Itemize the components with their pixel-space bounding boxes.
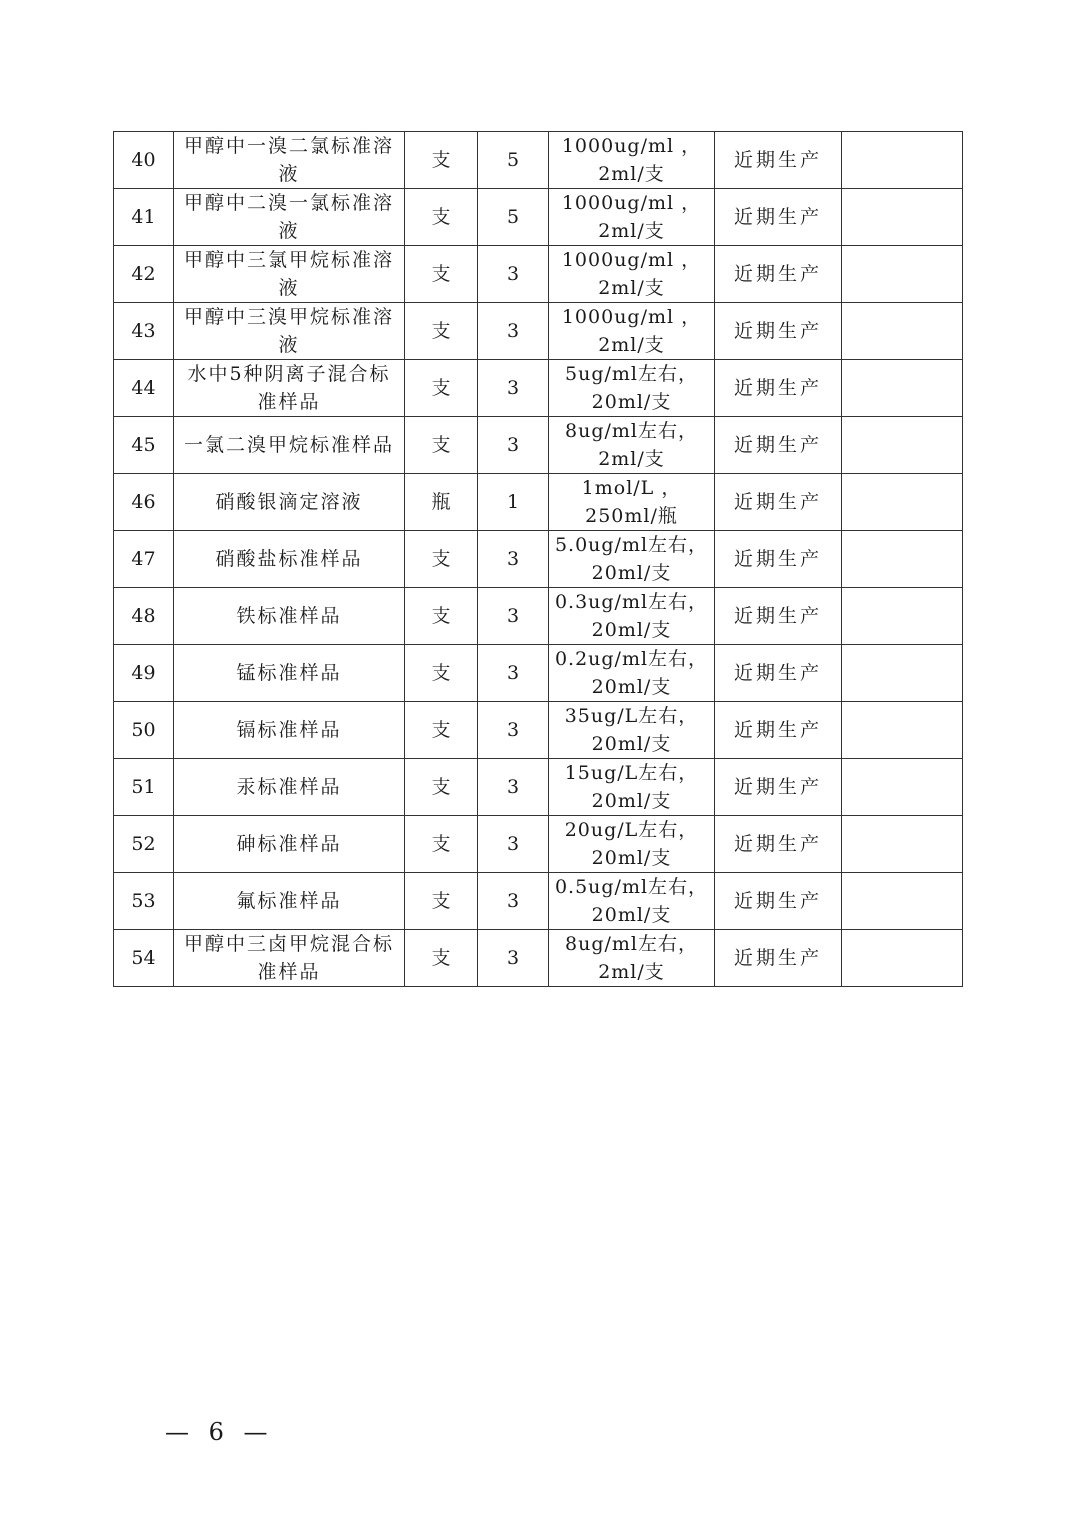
cell-specification: 15ug/L左右，20ml/支 xyxy=(549,759,715,816)
cell-name: 锰标准样品 xyxy=(174,645,405,702)
cell-status: 近期生产 xyxy=(715,417,842,474)
table-row xyxy=(114,645,963,702)
cell-specification: 0.3ug/ml左右，20ml/支 xyxy=(549,588,715,645)
cell-name: 水中5种阴离子混合标准样品 xyxy=(174,360,405,417)
cell-number: 47 xyxy=(114,531,174,588)
cell-name: 硝酸银滴定溶液 xyxy=(174,474,405,531)
cell-unit: 支 xyxy=(405,417,478,474)
cell-name: 一氯二溴甲烷标准样品 xyxy=(174,417,405,474)
cell-specification: 8ug/ml左右，2ml/支 xyxy=(549,930,715,987)
cell-note xyxy=(842,474,963,531)
cell-note xyxy=(842,759,963,816)
table-row xyxy=(114,588,963,645)
cell-quantity: 3 xyxy=(478,531,549,588)
cell-unit: 支 xyxy=(405,588,478,645)
cell-status: 近期生产 xyxy=(715,816,842,873)
cell-unit: 支 xyxy=(405,816,478,873)
cell-quantity: 3 xyxy=(478,930,549,987)
cell-unit: 支 xyxy=(405,702,478,759)
table-row xyxy=(114,360,963,417)
table-body xyxy=(114,132,963,987)
reagent-table xyxy=(113,131,963,987)
cell-number: 50 xyxy=(114,702,174,759)
table-row xyxy=(114,930,963,987)
cell-name: 汞标准样品 xyxy=(174,759,405,816)
cell-specification: 1000ug/ml ，2ml/支 xyxy=(549,189,715,246)
cell-status: 近期生产 xyxy=(715,132,842,189)
table-row xyxy=(114,702,963,759)
table-row xyxy=(114,873,963,930)
cell-number: 49 xyxy=(114,645,174,702)
cell-number: 46 xyxy=(114,474,174,531)
cell-number: 45 xyxy=(114,417,174,474)
cell-unit: 支 xyxy=(405,132,478,189)
cell-name: 镉标准样品 xyxy=(174,702,405,759)
cell-unit: 支 xyxy=(405,246,478,303)
cell-specification: 5ug/ml左右，20ml/支 xyxy=(549,360,715,417)
cell-unit: 支 xyxy=(405,303,478,360)
cell-specification: 1mol/L ，250ml/瓶 xyxy=(549,474,715,531)
cell-status: 近期生产 xyxy=(715,531,842,588)
cell-name: 甲醇中三氯甲烷标准溶液 xyxy=(174,246,405,303)
cell-status: 近期生产 xyxy=(715,360,842,417)
cell-status: 近期生产 xyxy=(715,246,842,303)
cell-status: 近期生产 xyxy=(715,189,842,246)
cell-name: 铁标准样品 xyxy=(174,588,405,645)
cell-status: 近期生产 xyxy=(715,702,842,759)
table-row xyxy=(114,189,963,246)
table-row xyxy=(114,759,963,816)
cell-quantity: 5 xyxy=(478,189,549,246)
cell-unit: 支 xyxy=(405,189,478,246)
cell-status: 近期生产 xyxy=(715,759,842,816)
table-row xyxy=(114,246,963,303)
cell-note xyxy=(842,132,963,189)
cell-note xyxy=(842,531,963,588)
cell-number: 53 xyxy=(114,873,174,930)
cell-quantity: 3 xyxy=(478,702,549,759)
cell-quantity: 3 xyxy=(478,588,549,645)
cell-specification: 5.0ug/ml左右，20ml/支 xyxy=(549,531,715,588)
cell-unit: 支 xyxy=(405,873,478,930)
table-row xyxy=(114,474,963,531)
cell-name: 甲醇中一溴二氯标准溶液 xyxy=(174,132,405,189)
cell-number: 48 xyxy=(114,588,174,645)
cell-status: 近期生产 xyxy=(715,930,842,987)
table-row xyxy=(114,132,963,189)
cell-note xyxy=(842,303,963,360)
cell-name: 甲醇中二溴一氯标准溶液 xyxy=(174,189,405,246)
cell-note xyxy=(842,873,963,930)
cell-unit: 支 xyxy=(405,360,478,417)
cell-specification: 20ug/L左右，20ml/支 xyxy=(549,816,715,873)
cell-quantity: 3 xyxy=(478,759,549,816)
table-row xyxy=(114,816,963,873)
cell-status: 近期生产 xyxy=(715,303,842,360)
cell-note xyxy=(842,360,963,417)
cell-number: 52 xyxy=(114,816,174,873)
cell-note xyxy=(842,816,963,873)
cell-status: 近期生产 xyxy=(715,873,842,930)
cell-unit: 支 xyxy=(405,759,478,816)
cell-quantity: 5 xyxy=(478,132,549,189)
cell-number: 42 xyxy=(114,246,174,303)
cell-status: 近期生产 xyxy=(715,474,842,531)
cell-specification: 8ug/ml左右，2ml/支 xyxy=(549,417,715,474)
cell-number: 44 xyxy=(114,360,174,417)
cell-quantity: 3 xyxy=(478,360,549,417)
cell-unit: 支 xyxy=(405,930,478,987)
cell-number: 51 xyxy=(114,759,174,816)
cell-note xyxy=(842,930,963,987)
cell-unit: 支 xyxy=(405,645,478,702)
cell-note xyxy=(842,645,963,702)
cell-quantity: 3 xyxy=(478,873,549,930)
cell-specification: 0.5ug/ml左右，20ml/支 xyxy=(549,873,715,930)
cell-note xyxy=(842,702,963,759)
cell-status: 近期生产 xyxy=(715,645,842,702)
table-row xyxy=(114,531,963,588)
cell-specification: 1000ug/ml ，2ml/支 xyxy=(549,303,715,360)
cell-note xyxy=(842,588,963,645)
cell-number: 54 xyxy=(114,930,174,987)
cell-note xyxy=(842,189,963,246)
cell-quantity: 3 xyxy=(478,303,549,360)
cell-specification: 0.2ug/ml左右，20ml/支 xyxy=(549,645,715,702)
cell-note xyxy=(842,246,963,303)
cell-quantity: 3 xyxy=(478,246,549,303)
cell-name: 氟标准样品 xyxy=(174,873,405,930)
table-row xyxy=(114,417,963,474)
cell-quantity: 3 xyxy=(478,417,549,474)
cell-unit: 瓶 xyxy=(405,474,478,531)
cell-name: 甲醇中三卤甲烷混合标准样品 xyxy=(174,930,405,987)
cell-name: 甲醇中三溴甲烷标准溶液 xyxy=(174,303,405,360)
page-number: — 6 — xyxy=(165,1418,274,1446)
cell-name: 砷标准样品 xyxy=(174,816,405,873)
cell-unit: 支 xyxy=(405,531,478,588)
cell-note xyxy=(842,417,963,474)
cell-specification: 35ug/L左右，20ml/支 xyxy=(549,702,715,759)
table-row xyxy=(114,303,963,360)
cell-number: 43 xyxy=(114,303,174,360)
cell-status: 近期生产 xyxy=(715,588,842,645)
cell-specification: 1000ug/ml ，2ml/支 xyxy=(549,132,715,189)
cell-specification: 1000ug/ml ，2ml/支 xyxy=(549,246,715,303)
cell-name: 硝酸盐标准样品 xyxy=(174,531,405,588)
cell-quantity: 3 xyxy=(478,645,549,702)
cell-quantity: 3 xyxy=(478,816,549,873)
cell-number: 41 xyxy=(114,189,174,246)
cell-number: 40 xyxy=(114,132,174,189)
cell-quantity: 1 xyxy=(478,474,549,531)
